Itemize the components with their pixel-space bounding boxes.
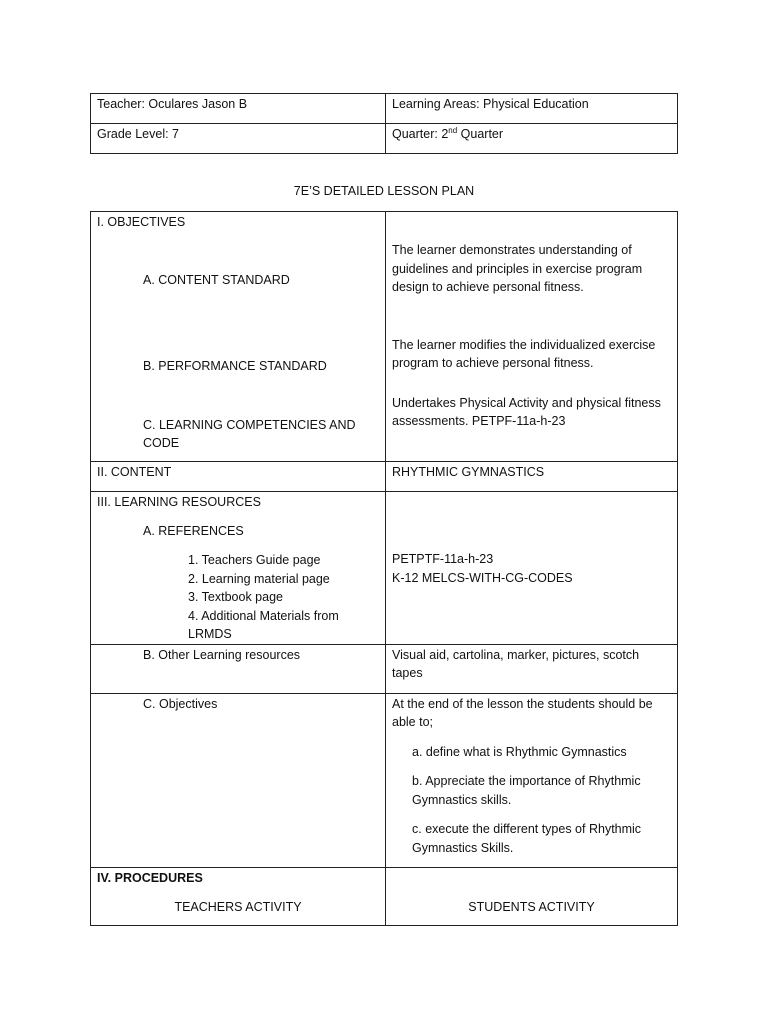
- lesson-objectives-label-cell: [91, 693, 386, 867]
- lesson-plan-table: [90, 211, 678, 926]
- objectives-value-cell: [386, 212, 678, 462]
- reference-value: K-12 MELCS-WITH-CG-CODES: [392, 570, 573, 585]
- procedures-heading: IV. PROCEDURES: [97, 870, 203, 885]
- content-heading: II. CONTENT: [91, 462, 386, 492]
- list-item: 3. Textbook page: [188, 590, 283, 604]
- content-value: RHYTHMIC GYMNASTICS: [386, 462, 678, 492]
- objectives-heading: I. OBJECTIVES: [97, 215, 186, 229]
- procedures-value-cell: [386, 867, 678, 925]
- competencies-label: C. LEARNING COMPETENCIES AND CODE: [143, 417, 356, 450]
- resources-label-cell: [91, 492, 386, 645]
- resources-row: [91, 492, 678, 645]
- other-resources-label-cell: [91, 644, 386, 693]
- other-resources-row: [91, 644, 678, 693]
- objectives-label-cell: [91, 212, 386, 462]
- teachers-activity-header: TEACHERS ACTIVITY: [174, 900, 302, 914]
- quarter-prefix: Quarter: 2: [392, 127, 449, 141]
- grade-level-cell: Grade Level: 7: [91, 124, 386, 154]
- list-item: b. Appreciate the importance of Rhythmic Gymnastics skills.: [412, 774, 641, 807]
- other-resources-value: Visual aid, cartolina, marker, pictures, scotch tapes: [386, 644, 678, 693]
- quarter-superscript: nd: [448, 125, 458, 135]
- content-standard-label: A. CONTENT STANDARD: [143, 272, 290, 287]
- list-item: c. execute the different types of Rhythmic Gymnastics Skills.: [412, 822, 642, 855]
- procedures-row: [91, 867, 678, 925]
- resources-value-cell: [386, 492, 678, 645]
- list-item: 1. Teachers Guide page: [188, 553, 321, 567]
- header-table: [90, 93, 678, 154]
- page-title: 7E’S DETAILED LESSON PLAN: [293, 184, 475, 198]
- list-item: 2. Learning material page: [188, 571, 330, 586]
- teacher-cell: Teacher: Oculares Jason B: [91, 94, 386, 124]
- quarter-suffix: Quarter: [457, 127, 504, 141]
- list-item: 4. Additional Materials from LRMDS: [188, 608, 339, 641]
- lesson-objectives-value-cell: [386, 693, 678, 867]
- competencies-text: Undertakes Physical Activity and physical fitness assessments. PETPF-11a-h-23: [392, 395, 661, 428]
- other-resources-label: B. Other Learning resources: [143, 647, 301, 662]
- students-activity-header: STUDENTS ACTIVITY: [468, 899, 595, 914]
- performance-standard-text: The learner modifies the individualized exercise program to achieve personal fitness.: [392, 337, 656, 370]
- reference-value: PETPTF-11a-h-23: [392, 552, 494, 566]
- quarter-cell: [386, 124, 678, 154]
- objectives-row: [91, 212, 678, 462]
- references-label: A. REFERENCES: [143, 523, 244, 538]
- list-item: a. define what is Rhythmic Gymnastics: [412, 744, 627, 759]
- learning-areas-cell: Learning Areas: Physical Education: [386, 94, 678, 124]
- reference-list: [97, 551, 379, 644]
- performance-standard-label: B. PERFORMANCE STANDARD: [143, 359, 327, 373]
- content-standard-text: The learner demonstrates understanding of guidelines and principles in exercise program design to achieve personal fitness.: [392, 243, 643, 294]
- lesson-objectives-intro: At the end of the lesson the students should be able to;: [392, 696, 653, 729]
- resources-heading: III. LEARNING RESOURCES: [97, 495, 261, 509]
- header-row: [91, 94, 678, 124]
- content-row: [91, 462, 678, 492]
- procedures-label-cell: [91, 867, 386, 925]
- lesson-objectives-label: C. Objectives: [143, 696, 218, 711]
- header-row: [91, 124, 678, 154]
- lesson-objectives-row: [91, 693, 678, 867]
